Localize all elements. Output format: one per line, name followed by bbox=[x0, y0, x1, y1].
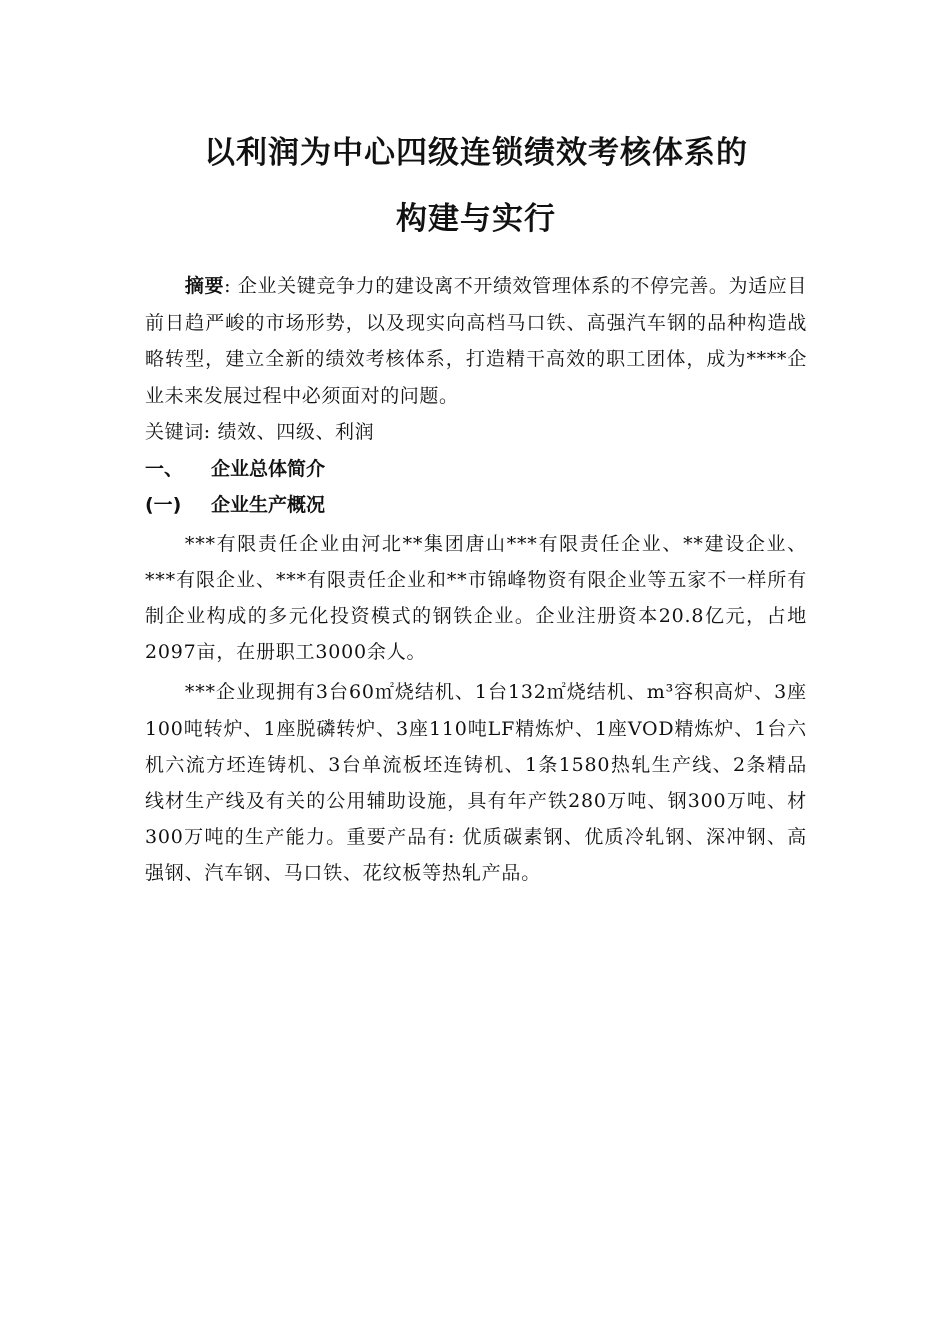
body-paragraph-1: ***有限责任企业由河北**集团唐山***有限责任企业、**建设企业、***有限企业、***有限责任企业和**市锦峰物资有限企业等五家不一样所有制企业构成的多元化投资模式的钢铁企业。企业注册资本20.8亿元，占地2097亩，在册职工3000余人。 bbox=[145, 532, 807, 664]
section-title: 企业总体简介 bbox=[211, 457, 326, 480]
abstract-label: 摘要 bbox=[184, 275, 225, 297]
document-title-line-1: 以利润为中心四级连锁绩效考核体系的 bbox=[204, 135, 748, 171]
subsection-number: (一) bbox=[145, 494, 182, 516]
abstract-text: : 企业关键竞争力的建设离不开绩效管理体系的不停完善。为适应目前日趋严峻的市场形势，以及现实向高档马口铁、高强汽车钢的品种构造战略转型，建立全新的绩效考核体系，打造精干高效的职工团体，成为****企业未来发展过程中必须面对的问题。 bbox=[145, 275, 808, 407]
section-heading-1 bbox=[145, 451, 807, 488]
subsection-heading-1 bbox=[145, 487, 807, 524]
keywords-line: 关键词: 绩效、四级、利润 bbox=[145, 421, 375, 443]
document-content bbox=[145, 122, 807, 892]
subsection-title: 企业生产概况 bbox=[211, 494, 326, 516]
section-number: 一、 bbox=[145, 457, 184, 480]
document-title-line-2: 构建与实行 bbox=[396, 201, 556, 237]
abstract-paragraph bbox=[145, 268, 807, 414]
body-paragraph-2: ***企业现拥有3台60㎡烧结机、1台132㎡烧结机、m³容积高炉、3座100吨转炉、1座脱磷转炉、3座110吨LF精炼炉、1座VOD精炼炉、1台六机六流方坯连铸机、3台单流板坯连铸机、1条1580热轧生产线、2条精品线材生产线及有关的公用辅助设施，具有年产铁280万吨、钢300万吨、材300万吨的生产能力。重要产品有: 优质碳素钢、优质冷轧钢、深冲钢、高强钢、汽车钢、马口铁、花纹板等热轧产品。 bbox=[145, 681, 807, 885]
